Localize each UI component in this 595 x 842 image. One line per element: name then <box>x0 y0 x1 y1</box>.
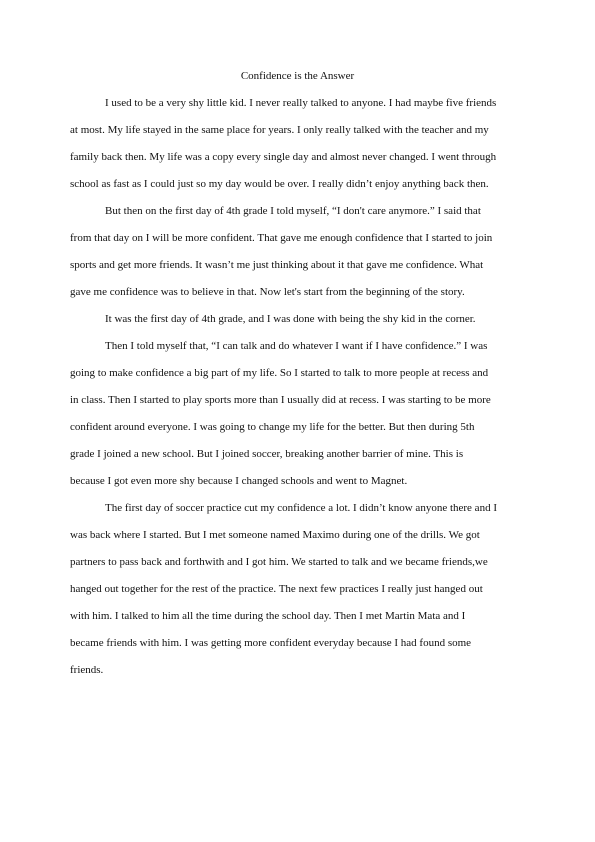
text-line: going to make confidence a big part of my life. So I started to talk to more people at recess and <box>70 367 489 379</box>
text-line: school as fast as I could just so my day would be over. I really didn’t enjoy anything back then. <box>70 178 489 190</box>
text-line: But then on the first day of 4th grade I told myself, “I don't care anymore.” I said that <box>105 205 481 217</box>
text-line: from that day on I will be more confident. That gave me enough confidence that I started to join <box>70 232 493 244</box>
text-line: I used to be a very shy little kid. I never really talked to anyone. I had maybe five friends <box>105 97 497 109</box>
text-line: became friends with him. I was getting more confident everyday because I had found some <box>70 637 472 649</box>
text-line: Then I told myself that, “I can talk and do whatever I want if I have confidence.” I was <box>105 340 488 352</box>
text-line: because I got even more shy because I changed schools and went to Magnet. <box>70 475 408 487</box>
text-line: The first day of soccer practice cut my confidence a lot. I didn’t know anyone there and I <box>105 502 497 514</box>
text-line: gave me confidence was to believe in that. Now let's start from the beginning of the story. <box>70 286 465 298</box>
document-title: Confidence is the Answer <box>240 70 355 82</box>
text-line: hanged out together for the rest of the practice. The next few practices I really just hanged out <box>70 583 483 595</box>
text-line: family back then. My life was a copy every single day and almost never changed. I went through <box>70 151 497 163</box>
text-line: in class. Then I started to play sports more than I usually did at recess. I was starting to be more <box>70 394 491 406</box>
text-line: partners to pass back and forthwith and I got him. We started to talk and we became friends,we <box>70 556 488 568</box>
text-line: grade I joined a new school. But I joined soccer, breaking another barrier of mine. This is <box>70 448 464 460</box>
text-line: at most. My life stayed in the same place for years. I only really talked with the teacher and my <box>70 124 489 136</box>
text-line: sports and get more friends. It wasn’t me just thinking about it that gave me confidence. What <box>70 259 484 271</box>
text-line: friends. <box>70 664 104 676</box>
text-line: was back where I started. But I met someone named Maximo during one of the drills. We got <box>70 529 480 541</box>
text-line: with him. I talked to him all the time during the school day. Then I met Martin Mata and I <box>70 610 466 622</box>
text-line: It was the first day of 4th grade, and I was done with being the shy kid in the corner. <box>105 313 476 325</box>
text-line: confident around everyone. I was going to change my life for the better. But then during 5th <box>70 421 475 433</box>
